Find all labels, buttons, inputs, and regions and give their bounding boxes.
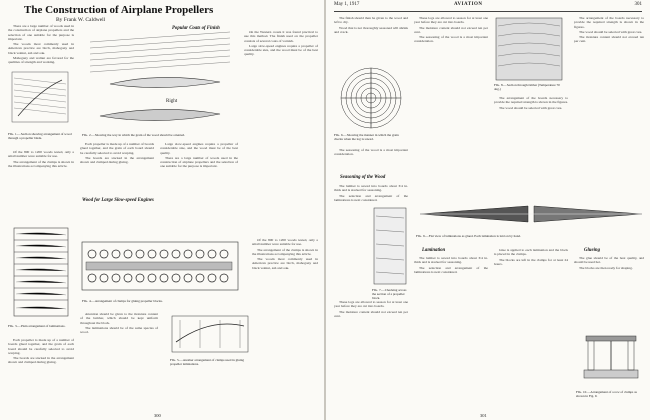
right-col1-bottom-text [334,300,408,412]
paragraph: On the Western coasts it was found practical to use this method. The finish used on the propeller consists of several coats of varnish. [244,30,318,43]
left-page-number: 300 [154,413,161,418]
paragraph: The moisture content should not exceed ten per cent. [334,309,408,318]
left-col1-text [8,24,74,68]
right-page-number: 301 [480,413,487,418]
right-page [326,0,650,420]
left-col2-text [80,142,154,234]
header-date: May 1, 1917 [334,2,360,7]
left-col1-bottom-text [8,338,74,414]
paragraph: These logs are allowed to season for at least one year before they are cut into boards. [334,300,408,309]
paragraph: There are a large number of woods used in the construction of airplane propellers and the selection of one suitable for the purpose is important. [8,24,74,41]
paragraph: The woods most commonly used in American practice are birch, mahogany and black walnut, ash and oak. [8,42,74,55]
paragraph: Wood that is not thoroughly seasoned will shrink and crack. [334,25,408,34]
header-rule [334,11,642,12]
heading-wood: Wood for Large Slow-speed Engines [82,198,154,203]
figure-6-log-section [336,64,406,132]
paragraph: The arrangement of the clamps is shown in the illustrations accompanying this article. [8,159,74,168]
right-col1-text [334,16,408,64]
right-lower-col3-text [494,248,568,412]
paragraph: The selection and arrangement of the laminations is next considered. [334,193,408,202]
paragraph: The wood should be selected with great care. [499,105,563,110]
paragraph: There are a large number of woods used in the construction of airplane propellers and the selection of one suitable for the purpose is important. [160,155,238,169]
right-lower-col2-text [414,256,488,412]
caption-fig6: FIG. 6.—Showing the manner in which the grain checks when the log is sawed. [334,133,399,141]
caption-fig4: FIG. 4.—Arrangement of clamps for gluing propeller blocks. [82,299,163,303]
right-col1-mid-text [334,148,408,172]
left-col2b-text [160,142,238,234]
article-title: The Construction of Airplane Propellers [24,4,214,16]
caption-fig7: FIG. 7.—Checking across the section of a propeller block. [372,288,407,300]
figure-7-checking [372,206,408,286]
caption-fig9: FIG. 9.—Flat view of laminations as glued. Each lamination is laid on by hand. [416,234,521,238]
paragraph: Each propeller is made up of a number of boards glued together, and the grain of each board should be carefully selected to avoid warping. [80,142,154,155]
paragraph: Glue is applied to each lamination and the block is placed in the clamps. [494,248,568,257]
paragraph: The laminations should be of the same species of wood. [80,325,158,335]
paragraph: The arrangement of the boards necessary to provide the required strength is shown in the figures. [574,16,644,29]
fig2-right-label: Right [166,99,178,104]
paragraph: Of the 800 to 1200 woods tested, only a small number were suitable for use. [252,238,318,247]
caption-fig3: FIG. 3.—Plain arrangement of laminations. [8,324,66,328]
article-byline: By Frank W. Caldwell [56,17,106,23]
left-page [0,0,324,420]
caption-fig1: FIG. 1.—Section showing arrangement of wood through a propeller blade. [8,132,72,140]
figure-1-propeller-section [10,70,70,130]
heading-glueing: Glueing [584,248,600,253]
paragraph: The selection and arrangement of the laminations is next considered. [414,265,488,274]
paragraph: The glue should be of the best quality, and should be used hot. [574,256,644,265]
paragraph: The moisture content should not exceed ten per cent. [414,25,488,34]
paragraph: Each propeller is made up of a number of boards glued together, and the grain of each board should be carefully selected to avoid warping. [8,338,74,355]
heading-finish: Popular Coats of Finish [172,26,220,31]
left-col4-text [252,238,318,408]
figure-2-grain-orientation [80,22,240,132]
left-col1-lower-text [8,150,74,220]
figure-8-timber-section [494,16,564,82]
paragraph: The woods most commonly used in American practice are birch, mahogany and black walnut, ash and oak. [252,257,318,270]
paragraph: The blocks are then ready for shaping. [579,265,633,270]
right-col3-text [494,96,568,190]
heading-seasoning: Seasoning of the Wood [340,175,386,180]
figure-10-clamp-apparatus [578,330,644,388]
paragraph: Large slow-speed engines require a propeller of considerable size, and the wood must be of the best quality. [160,142,238,155]
left-col3-text [244,30,318,230]
figure-4-clamps [80,238,240,298]
paragraph: The boards are stacked in the arrangement shown and clamped during gluing. [80,155,154,165]
header-title: AVIATION [454,2,483,7]
paragraph: Of the 800 to 1200 woods tested, only a small number were suitable for use. [8,150,74,159]
paragraph: The arrangement of the boards necessary to provide the required strength is shown in the figures. [494,96,568,105]
heading-lamination: Lamination [422,248,446,253]
paragraph: The blocks are left in the clamps for at least 24 hours. [494,257,568,266]
left-bottom-col2-text [80,312,158,412]
paragraph: The lumber is sawed into boards about 3/4 in. thick and is stacked for seasoning. [414,256,488,265]
paragraph: The moisture content should not exceed ten per cent. [574,35,644,44]
paragraph: Mahogany and walnut are favored for the qualities of strength and working. [8,56,74,65]
paragraph: Attention should be given to the moisture content of the lumber, which should be kept uniform throughout the block. [80,312,158,325]
caption-fig8: FIG. 8.—Section through timber (Temperature 70 deg.) [494,83,560,91]
right-lower-col4-text [574,256,644,328]
caption-fig10: FIG. 10.—Arrangement of a row of clamps as shown in Fig. 9. [576,390,637,398]
figure-3-laminations [10,226,72,322]
figure-5-clamps [170,312,250,356]
paragraph: Large slow-speed engines require a propeller of considerable size, and the wood must be of the best quality. [244,43,318,57]
figure-9-laminations [416,196,646,232]
header-page-number: 301 [634,2,642,7]
right-col4-text [574,16,644,192]
caption-fig5: FIG. 5.—Another arrangement of clamps used in gluing propeller laminations. [170,358,245,366]
paragraph: The finish should then be given to the wood and left to dry. [334,16,408,25]
paragraph: The boards are stacked in the arrangement shown and clamped during gluing. [8,356,74,365]
paragraph: The lumber is sawed into boards about 3/4 in. thick and is stacked for seasoning. [334,184,408,193]
paragraph: The seasoning of the wood is a most important consideration. [414,35,488,44]
paragraph: The arrangement of the clamps is shown in the illustrations accompanying this article. [252,247,318,256]
caption-fig2: FIG. 2.—Showing the way in which the grain of the wood should be oriented. [82,133,185,137]
paragraph: The seasoning of the wood is a most important consideration. [334,148,408,157]
paragraph: The wood should be selected with great care. [579,29,643,34]
paragraph: These logs are allowed to season for at least one year before they are cut into boards. [414,16,488,25]
